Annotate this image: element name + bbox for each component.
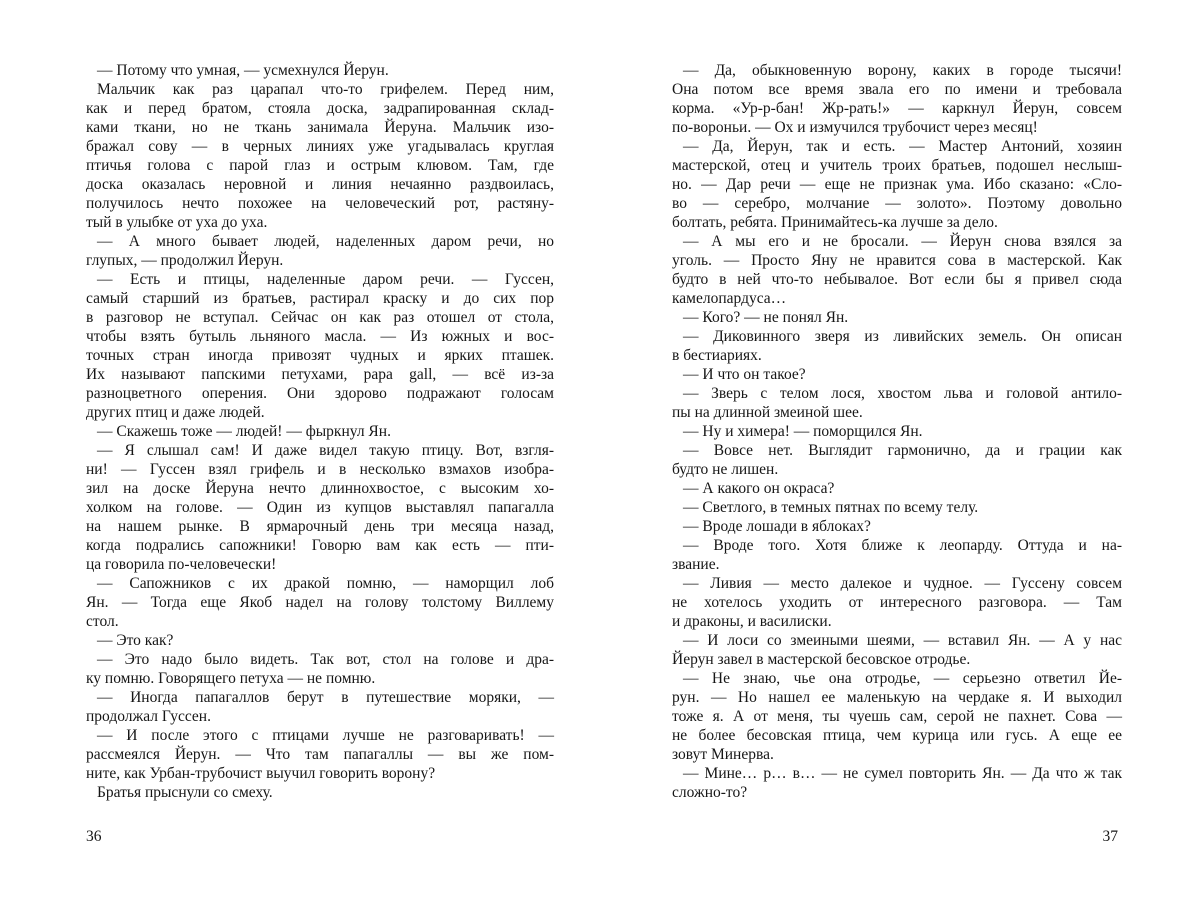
paragraph xyxy=(86,422,554,441)
paragraph xyxy=(672,137,1122,232)
paragraph xyxy=(86,783,554,802)
text-line: тый в улыбке от уха до уха. xyxy=(86,214,268,231)
text-line: по-вороньи. — Ох и измучился трубочист через месяц! xyxy=(672,119,1038,136)
text-line: не хотелось уходить от интересного разговора. — Там xyxy=(672,594,1122,611)
paragraph xyxy=(86,80,554,232)
text-line: птичья голова с парой глаз и острым клювом. Там, где xyxy=(86,157,554,174)
paragraph xyxy=(672,631,1122,669)
text-line: звание. xyxy=(672,556,720,573)
page-number-right: 37 xyxy=(1102,828,1118,845)
text-line: во — серебро, молчание — золото». Поэтому довольно xyxy=(672,195,1122,212)
paragraph xyxy=(86,441,554,574)
text-line: будто в ней что-то небывалое. Вот если бы я привел сюда xyxy=(672,271,1122,288)
text-line: ками ткани, но не ткань занимала Йеруна. Мальчик изо- xyxy=(86,119,554,136)
paragraph xyxy=(672,669,1122,764)
text-line: рассмеялся Йерун. — Что там папагаллы — вы же пом- xyxy=(86,746,554,763)
text-line: глупых, — продолжил Йерун. xyxy=(86,252,284,269)
text-line: Она потом все время звала его по имени и требовала xyxy=(672,81,1122,98)
paragraph xyxy=(86,650,554,688)
text-line: уголь. — Просто Яну не нравится сова в мастерской. Как xyxy=(672,252,1122,269)
text-line: как и перед братом, стояла доска, задрапированная склад- xyxy=(86,100,554,117)
text-line: — Сапожников с их дракой помню, — наморщил лоб xyxy=(97,575,554,592)
text-line: ца говорила по-человечески! xyxy=(86,556,277,573)
page-number-left: 36 xyxy=(86,828,102,845)
text-line: — И лоси со змеиными шеями, — вставил Ян. — А у нас xyxy=(683,632,1122,649)
text-line: мастерской, отец и учитель троих братьев, подошел неслыш- xyxy=(672,157,1122,174)
text-line: — А много бывает людей, наделенных даром речи, но xyxy=(97,233,554,250)
paragraph xyxy=(672,327,1122,365)
paragraph xyxy=(672,536,1122,574)
text-line: — Вовсе нет. Выглядит гармонично, да и грации как xyxy=(683,442,1122,459)
text-line: — А какого он окраса? xyxy=(683,480,835,497)
text-line: ни! — Гуссен взял грифель и в несколько взмахов изобра- xyxy=(86,461,554,478)
text-line: и драконы, и василиски. xyxy=(672,613,832,630)
paragraph xyxy=(86,726,554,783)
text-line: — Мине… р… в… — не сумел повторить Ян. — Да что ж так xyxy=(683,765,1122,782)
text-line: в бестиариях. xyxy=(672,347,762,364)
text-line: зовут Минерва. xyxy=(672,746,774,763)
paragraph xyxy=(672,517,1122,536)
text-line: продолжал Гуссен. xyxy=(86,708,211,725)
text-line: получилось нечто похожее на человеческий рот, растяну- xyxy=(86,195,554,212)
paragraph xyxy=(672,479,1122,498)
text-line: — Кого? — не понял Ян. xyxy=(683,309,849,326)
text-line: — Скажешь тоже — людей! — фыркнул Ян. xyxy=(97,423,391,440)
text-line: точных стран иногда привозят чудных и ярких пташек. xyxy=(86,347,554,364)
paragraph xyxy=(672,441,1122,479)
text-line: не более бесовская птица, чем курица или гусь. А еще ее xyxy=(672,727,1122,744)
paragraph xyxy=(672,384,1122,422)
paragraph xyxy=(86,574,554,631)
paragraph xyxy=(672,308,1122,327)
text-line: Их называют папскими петухами, papa gall, — всё из-за xyxy=(86,366,554,383)
text-line: но. — Дар речи — еще не признак ума. Ибо сказано: «Сло- xyxy=(672,176,1122,193)
text-line: доска оказалась неровной и линия нечаянно раздвоилась, xyxy=(86,176,554,193)
text-line: — Светлого, в темных пятнах по всему телу. xyxy=(683,499,979,516)
paragraph xyxy=(672,232,1122,308)
text-line: на нашем рынке. В ярмарочный день три месяца назад, xyxy=(86,518,554,535)
text-line: других птиц и даже людей. xyxy=(86,404,265,421)
text-line: — Диковинного зверя из ливийских земель. Он описан xyxy=(683,328,1122,345)
text-line: ку помню. Говорящего петуха — не помню. xyxy=(86,670,376,687)
text-line: — Да, обыкновенную ворону, каких в городе тысячи! xyxy=(683,62,1122,79)
text-line: Ян. — Тогда еще Якоб надел на голову толстому Виллему xyxy=(86,594,554,611)
paragraph xyxy=(672,574,1122,631)
text-line: — Не знаю, чье она отродье, — серьезно ответил Йе- xyxy=(683,670,1122,687)
text-line: — Это как? xyxy=(97,632,174,649)
right-page-text-block xyxy=(672,61,1122,802)
text-line: стол. xyxy=(86,613,119,630)
text-line: чтобы взять бутыль льняного масла. — Из южных и вос- xyxy=(86,328,554,345)
text-line: Йерун завел в мастерской бесовское отродье. xyxy=(672,651,971,668)
paragraph xyxy=(672,764,1122,802)
text-line: — И что он такое? xyxy=(683,366,806,383)
paragraph xyxy=(86,270,554,422)
text-line: — Ну и химера! — поморщился Ян. xyxy=(683,423,923,440)
text-line: корма. «Ур-р-бан! Жр-рать!» — каркнул Йерун, совсем xyxy=(672,100,1122,117)
text-line: Мальчик как раз царапал что-то грифелем. Перед ним, xyxy=(97,81,554,98)
text-line: — И после этого с птицами лучше не разговаривать! — xyxy=(97,727,554,744)
text-line: — А мы его и не бросали. — Йерун снова взялся за xyxy=(683,233,1122,250)
text-line: пы на длинной змеиной шее. xyxy=(672,404,863,421)
text-line: рун. — Но нашел ее маленькую на чердаке я. И выходил xyxy=(672,689,1122,706)
text-line: болтать, ребята. Принимайтесь-ка лучше за дело. xyxy=(672,214,998,231)
paragraph xyxy=(672,61,1122,137)
left-page-text-block xyxy=(86,61,554,802)
text-line: ните, как Урбан-трубочист выучил говорить ворону? xyxy=(86,765,436,782)
text-line: Братья прыснули со смеху. xyxy=(97,784,273,801)
text-line: холком на голове. — Один из купцов выставлял папагалла xyxy=(86,499,554,516)
paragraph xyxy=(86,688,554,726)
text-line: бражал сову — в черных линиях уже угадывалась круглая xyxy=(86,138,554,155)
text-line: — Потому что умная, — усмехнулся Йерун. xyxy=(97,62,389,79)
text-line: будто не лишен. xyxy=(672,461,779,478)
text-line: тоже я. А от меня, ты чуешь сам, серой не пахнет. Сова — xyxy=(672,708,1122,725)
text-line: — Это надо было видеть. Так вот, стол на голове и дра- xyxy=(97,651,554,668)
text-line: — Вроде лошади в яблоках? xyxy=(683,518,871,535)
text-line: в разговор не вступал. Сейчас он как раз отошел от стола, xyxy=(86,309,554,326)
text-line: сложно-то? xyxy=(672,784,748,801)
paragraph xyxy=(86,631,554,650)
paragraph xyxy=(672,422,1122,441)
paragraph xyxy=(672,498,1122,517)
text-line: — Да, Йерун, так и есть. — Мастер Антоний, хозяин xyxy=(683,138,1122,155)
text-line: зил на доске Йеруна нечто длиннохвостое, с высоким хо- xyxy=(86,480,554,497)
text-line: когда подрались сапожники! Говорю вам как есть — пти- xyxy=(86,537,554,554)
text-line: — Есть и птицы, наделенные даром речи. — Гуссен, xyxy=(97,271,554,288)
text-line: — Я слышал сам! И даже видел такую птицу. Вот, взгля- xyxy=(97,442,554,459)
paragraph xyxy=(86,232,554,270)
text-line: камелопардуса… xyxy=(672,290,787,307)
paragraph xyxy=(86,61,554,80)
text-line: — Ливия — место далекое и чудное. — Гуссену совсем xyxy=(683,575,1122,592)
paragraph xyxy=(672,365,1122,384)
text-line: разноцветного оперения. Они здорово подражают голосам xyxy=(86,385,554,402)
text-line: — Вроде того. Хотя ближе к леопарду. Оттуда и на- xyxy=(683,537,1122,554)
text-line: самый старший из братьев, растирал краску и до сих пор xyxy=(86,290,554,307)
text-line: — Иногда папагаллов берут в путешествие моряки, — xyxy=(97,689,554,706)
text-line: — Зверь с телом лося, хвостом льва и головой антило- xyxy=(683,385,1122,402)
